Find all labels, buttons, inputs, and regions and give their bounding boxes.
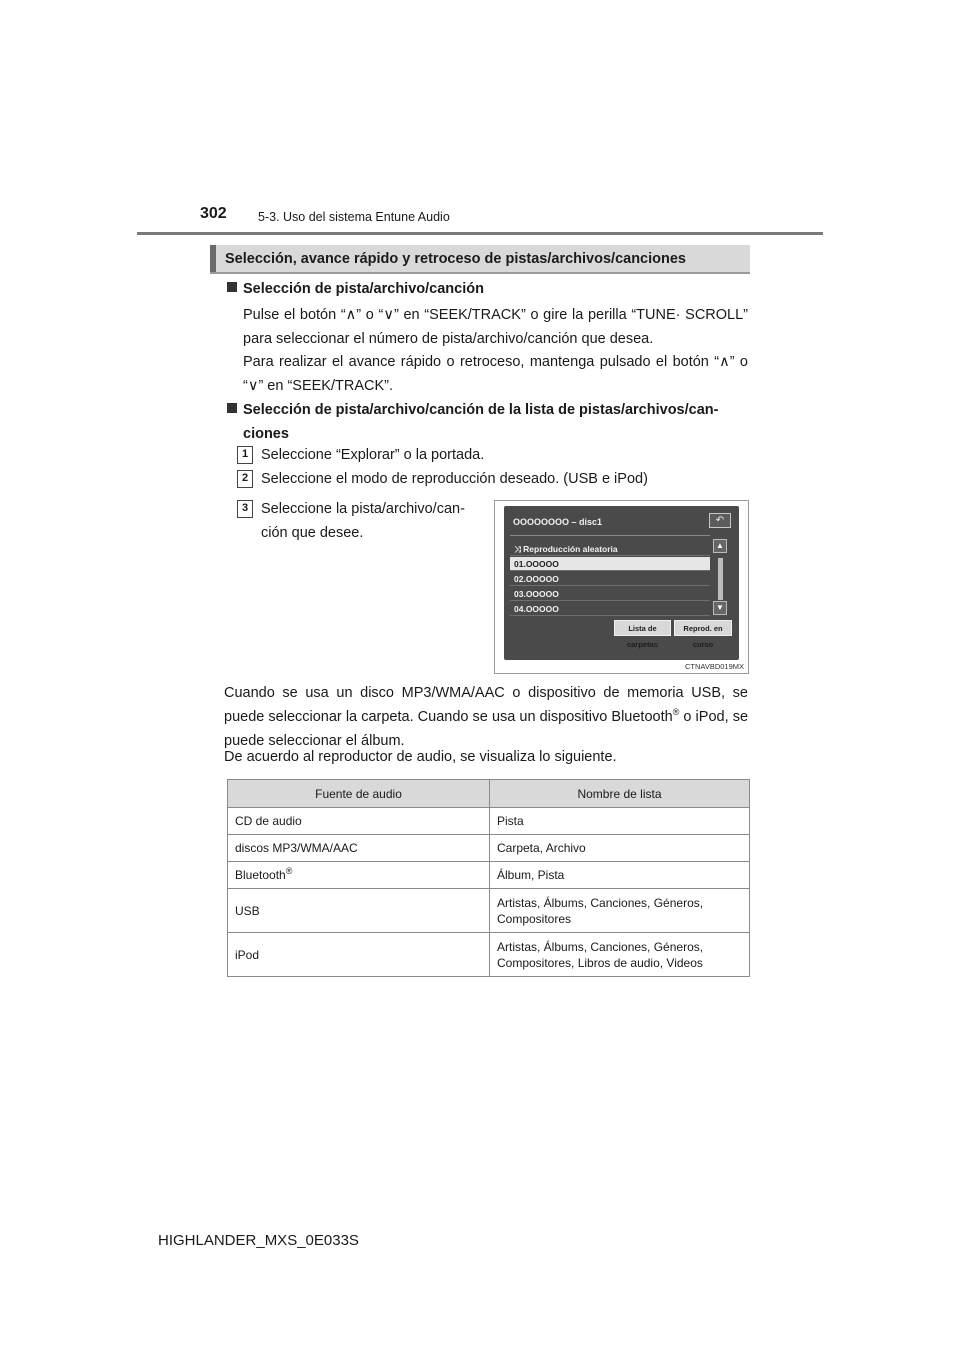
table-header-source: Fuente de audio [228, 780, 490, 808]
subheading-2-line2: ciones [243, 426, 289, 442]
screen-title: OOOOOOOO – disc1 [513, 517, 603, 527]
audio-screen [504, 506, 739, 660]
figure-code: CTNAVBD019MX [684, 662, 744, 671]
table-cell: Artistas, Álbums, Canciones, Géneros, Compositores [490, 889, 750, 933]
track-row[interactable]: 03.OOOOO [510, 587, 710, 601]
track-row[interactable]: 02.OOOOO [510, 572, 710, 586]
now-playing-button[interactable]: Reprod. en curso [674, 620, 732, 636]
registered-mark: ® [672, 707, 680, 718]
audio-source-table [227, 779, 750, 977]
body-paragraph-display: De acuerdo al reproductor de audio, se visualiza lo siguiente. [224, 749, 617, 765]
table-header-row [228, 780, 750, 808]
table-cell: Álbum, Pista [490, 862, 750, 889]
return-arrow-icon[interactable]: ↶ [709, 513, 731, 528]
subheading-1-text: Selección de pista/archivo/canción [243, 281, 484, 297]
table-row [228, 808, 750, 835]
table-cell [228, 862, 490, 889]
table-cell: iPod [228, 933, 490, 977]
step-text-2: Seleccione el modo de reproducción deseado. (USB e iPod) [261, 471, 648, 487]
subheading-1 [227, 277, 484, 301]
table-cell: Pista [490, 808, 750, 835]
step-number-1: 1 [237, 446, 253, 464]
scrollbar-thumb[interactable] [718, 558, 723, 600]
paragraph-fast-forward: Para realizar el avance rápido o retroceso, mantenga pulsado el botón “∧” o “∨” en “SEEK/TRACK”. [243, 354, 748, 394]
table-cell: discos MP3/WMA/AAC [228, 835, 490, 862]
bluetooth-label: Bluetooth [235, 868, 286, 882]
table-row [228, 889, 750, 933]
step-text-1: Seleccione “Explorar” o la portada. [261, 447, 485, 463]
table-cell: Carpeta, Archivo [490, 835, 750, 862]
footer-code: HIGHLANDER_MXS_0E033S [158, 1232, 359, 1249]
body-p1-part-b: o iPod, se puede seleccionar el álbum. [224, 709, 749, 749]
scroll-down-icon[interactable]: ▼ [713, 601, 727, 615]
table-row [228, 933, 750, 977]
section-underline [210, 272, 750, 274]
registered-mark: ® [285, 866, 293, 876]
running-head: 5-3. Uso del sistema Entune Audio [258, 210, 450, 224]
screen-illustration [494, 500, 749, 674]
paragraph-select-track: Pulse el botón “∧” o “∨” en “SEEK/TRACK” o gire la perilla “TUNE· SCROLL” para seleccionar el número de pista/archivo/canción que desea. [243, 307, 748, 347]
screen-separator [510, 535, 710, 536]
track-row-selected[interactable]: 01.OOOOO [510, 557, 710, 571]
shuffle-row[interactable] [510, 542, 710, 556]
section-title-bar [210, 245, 750, 272]
table-cell: USB [228, 889, 490, 933]
step-number-2: 2 [237, 470, 253, 488]
body-p1-part-a: Cuando se usa un disco MP3/WMA/AAC o dispositivo de memoria USB, se puede seleccionar la carpeta. Cuando se usa un dispositivo Bluetooth [224, 685, 748, 725]
table-row [228, 835, 750, 862]
folder-list-button[interactable]: Lista de carpetas [614, 620, 671, 636]
header-rule [137, 232, 823, 235]
table-cell: Artistas, Álbums, Canciones, Géneros, Compositores, Libros de audio, Videos [490, 933, 750, 977]
scroll-up-icon[interactable]: ▲ [713, 539, 727, 553]
step-number-3: 3 [237, 500, 253, 518]
track-row[interactable]: 04.OOOOO [510, 602, 710, 616]
subheading-2 [227, 398, 752, 446]
body-paragraph-folders [224, 681, 748, 753]
section-title: Selección, avance rápido y retroceso de pistas/archivos/canciones [225, 251, 686, 267]
subheading-2-line1: Selección de pista/archivo/canción de la lista de pistas/archivos/can- [243, 402, 719, 418]
table-cell: CD de audio [228, 808, 490, 835]
shuffle-label: Reproducción aleatoria [523, 544, 618, 554]
square-bullet-icon [227, 282, 237, 292]
table-row [228, 862, 750, 889]
shuffle-icon: ⤨ [514, 544, 524, 554]
step-text-3: Seleccione la pista/archivo/can-ción que desee. [261, 501, 465, 541]
page-number: 302 [200, 205, 227, 222]
table-header-list-name: Nombre de lista [490, 780, 750, 808]
square-bullet-icon [227, 403, 237, 413]
